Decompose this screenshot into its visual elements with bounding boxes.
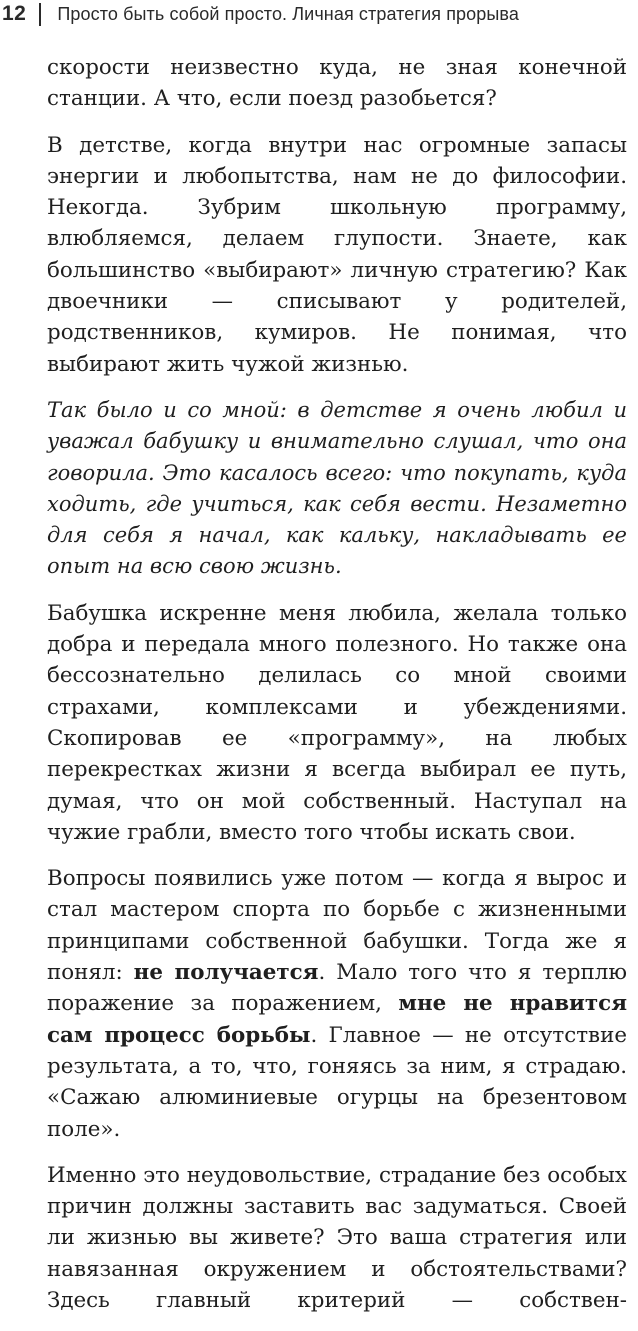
paragraph-4: Бабушка искренне меня любила, желала только добра и передала много полезного. Но также она бессознательно делилась со мной своими страхами, комплексами и убеждениями. Скопировав ее «программу», на любых перекрестках жизни я всегда выбирал ее путь, думая, что он мой собственный. Наступал на чужие грабли, вместо того чтобы искать свои.: [47, 600, 627, 845]
header-divider: [39, 3, 41, 26]
page-number: 12: [2, 2, 27, 25]
paragraph-5-text-1: Вопросы появились уже потом — когда я вырос и стал мастером спорта по борьбе с жизненными принципами собственной бабушки. Тогда же я понял:: [47, 866, 627, 986]
paragraph-3-italic: Так было и со мной: в детстве я очень любил и уважал бабушку и внимательно слушал, что она говорила. Это касалось всего: что покупать, куда ходить, где учиться, как себя вести. Незаметно для себя я начал, как кальку, накладывать ее опыт на всю свою жизнь.: [47, 397, 627, 579]
paragraph-2: В детстве, когда внутри нас огромные запасы энергии и любопытства, нам не до философии. Некогда. Зубрим школьную программу, влюбляемся, делаем глупости. Знаете, как большинство «выбирают» личную стратегию? Как двоечники — списывают у родителей, родственников, кумиров. Не понимая, что выбирают жить чужой жизнью.: [47, 132, 627, 377]
paragraph-6: Именно это неудовольствие, страдание без особых причин должны заставить вас задуматься. Своей ли жизнью вы живете? Это ваша стратегия или навязанная окружением и обстоятельствами? Здесь главный критерий — собствен-: [47, 1162, 627, 1313]
paragraph-5-text-2: . Мало того что я терплю поражение за поражением,: [47, 960, 628, 1017]
running-title: Просто быть собой просто. Личная стратегия прорыва: [57, 3, 519, 24]
paragraph-5-text-3: . Главное — не отсутствие результата, а то, что, гоняясь за ним, я страдаю. «Сажаю алюминиевые огурцы на брезентовом поле».: [47, 1022, 627, 1142]
paragraph-1: скорости неизвестно куда, не зная конечной станции. А что, если поезд разобьется?: [47, 55, 627, 112]
running-header: [2, 0, 519, 28]
paragraph-5: [47, 863, 627, 1145]
paragraph-5-emphasis-1: не получается: [133, 960, 319, 986]
paragraph-5-emphasis-2: мне не нравится сам процесс борьбы: [47, 991, 628, 1048]
page-body: [47, 52, 627, 1331]
